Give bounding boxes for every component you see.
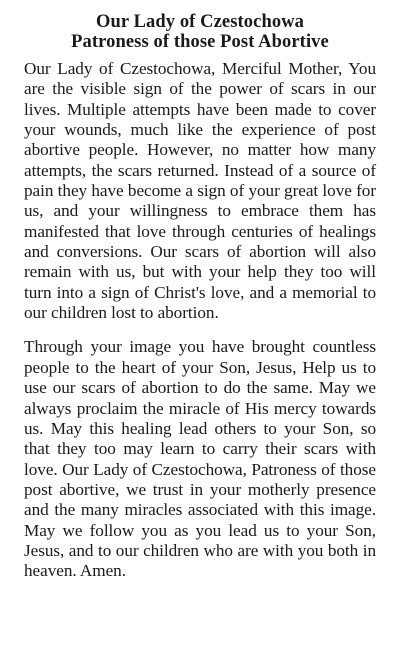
prayer-title-line-1: Our Lady of Czestochowa — [95, 12, 305, 32]
prayer-paragraph-2: Through your image you have brought countless people to the heart of your Son, Jesus, Help us to use our scars of abortion to do the same. May we always proclaim the miracle of His mercy towards us. May this healing lead others to your Son, so that they too may learn to carry their scars with love. Our Lady of Czestochowa, Patroness of those post abortive, we trust in your motherly presence and the many miracles associated with this image. May we follow you as you lead us to your Son, Jesus, and to our children who are with you both in heaven. Amen. — [24, 337, 376, 581]
prayer-title — [24, 12, 376, 52]
prayer-title-line-2: Patroness of those Post Abortive — [71, 32, 329, 52]
prayer-paragraph-1: Our Lady of Czestochowa, Merciful Mother, You are the visible sign of the power of scars in our lives. Multiple attempts have been made to cover your wounds, much like the experience of post abortive people. However, no matter how many attempts, the scars returned. Instead of a source of pain they have become a sign of your great love for us, and your willingness to embrace them has manifested that love through centuries of healings and conversions. Our scars of abortion will also remain with us, but with your help they too will turn into a sign of Christ's love, and a memorial to our children lost to abortion. — [24, 59, 376, 323]
prayer-card — [24, 12, 376, 582]
